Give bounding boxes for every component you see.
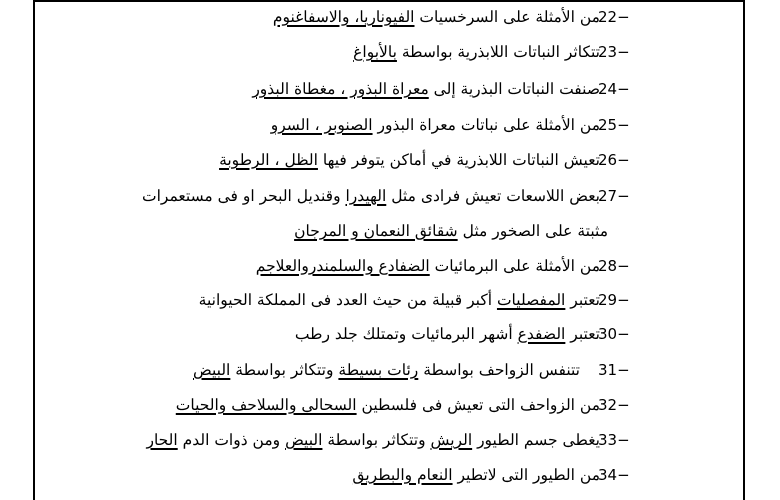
list-item bbox=[146, 430, 600, 452]
underlined-answer: النعام والبطريق bbox=[352, 466, 453, 484]
item-number: 29− bbox=[598, 291, 630, 309]
item-text: من الطيور التى لاتطير bbox=[452, 466, 600, 484]
list-item bbox=[219, 150, 600, 172]
list-item bbox=[353, 42, 600, 64]
item-text: وتتكاثر بواسطة bbox=[230, 361, 339, 379]
list-item bbox=[142, 186, 600, 208]
list-item-continuation bbox=[294, 221, 608, 243]
list-item bbox=[193, 360, 580, 382]
underlined-answer: الصنوبر ، السرو bbox=[270, 116, 373, 134]
list-item bbox=[295, 324, 600, 346]
list-item bbox=[252, 79, 600, 101]
underlined-answer: رئات بسيطة bbox=[338, 361, 419, 379]
item-number: 24− bbox=[598, 80, 630, 98]
item-text: أشهر البرمائيات وتمتلك جلد رطب bbox=[294, 325, 518, 343]
item-number: 32− bbox=[598, 396, 630, 414]
underlined-answer: بالأبواغ bbox=[353, 43, 397, 61]
underlined-answer: الضفدع bbox=[517, 325, 566, 343]
item-number: 26− bbox=[598, 151, 630, 169]
underlined-answer: الضفادع والسلمندروالعلاجم bbox=[255, 257, 430, 275]
underlined-answer: شقائق النعمان و المرجان bbox=[294, 222, 458, 240]
list-item bbox=[271, 115, 600, 137]
item-text: وتتكاثر بواسطة bbox=[322, 431, 431, 449]
list-item bbox=[256, 256, 600, 278]
page-border-top bbox=[33, 0, 745, 2]
list-item bbox=[176, 395, 600, 417]
item-text: مثبتة على الصخور مثل bbox=[457, 222, 608, 240]
underlined-answer: المفصليات bbox=[496, 291, 566, 309]
item-text: بعض اللاسعات تعيش فرادى مثل bbox=[386, 187, 600, 205]
item-text: أكبر قبيلة من حيث العدد فى المملكة الحيوانية bbox=[198, 291, 497, 309]
underlined-answer: معراة البذور ، مغطاة البذور bbox=[252, 80, 429, 98]
item-text: من الزواحف التى تعيش فى فلسطين bbox=[356, 396, 600, 414]
underlined-answer: الفيوناريا، والاسفاغنوم bbox=[272, 8, 415, 26]
list-item bbox=[352, 465, 600, 487]
item-number: 23− bbox=[598, 43, 630, 61]
underlined-answer: السحالى والسلاحف والحيات bbox=[175, 396, 357, 414]
item-text: وقنديل البحر او فى مستعمرات bbox=[142, 187, 346, 205]
underlined-answer: الحار bbox=[146, 431, 178, 449]
item-number: 28− bbox=[598, 257, 630, 275]
underlined-answer: البيض bbox=[192, 361, 231, 379]
list-item bbox=[273, 7, 600, 29]
item-text: تتنفس الزواحف بواسطة bbox=[418, 361, 580, 379]
item-number: 33− bbox=[598, 431, 630, 449]
page-border-left bbox=[33, 0, 35, 500]
item-text: من الأمثلة على نباتات معراة البذور bbox=[372, 116, 600, 134]
item-number: 30− bbox=[598, 325, 630, 343]
page-border-right bbox=[743, 0, 745, 500]
item-text: تعيش النباتات اللابذرية في أماكن يتوفر فيها bbox=[317, 151, 600, 169]
item-number: 27− bbox=[598, 187, 630, 205]
item-number: 22− bbox=[598, 8, 630, 26]
item-text: ومن ذوات الدم bbox=[177, 431, 286, 449]
underlined-answer: البيض bbox=[285, 431, 323, 449]
list-item bbox=[199, 290, 600, 312]
item-text: تتكاثر النباتات اللابذرية بواسطة bbox=[396, 43, 600, 61]
underlined-answer: الريش bbox=[430, 431, 473, 449]
underlined-answer: الظل ، الرطوبة bbox=[219, 151, 318, 169]
item-number: 34− bbox=[598, 466, 630, 484]
item-text: يغطى جسم الطيور bbox=[472, 431, 600, 449]
item-text: تعتبر bbox=[565, 291, 600, 309]
item-text: من الأمثلة على البرمائيات bbox=[429, 257, 600, 275]
item-number: 25− bbox=[598, 116, 630, 134]
item-number: 31− bbox=[598, 361, 630, 379]
item-text: صنفت النباتات البذرية إلى bbox=[428, 80, 600, 98]
item-text: من الأمثلة على السرخسيات bbox=[414, 8, 600, 26]
underlined-answer: الهيدرا bbox=[345, 187, 387, 205]
item-text: تعتبر bbox=[565, 325, 600, 343]
